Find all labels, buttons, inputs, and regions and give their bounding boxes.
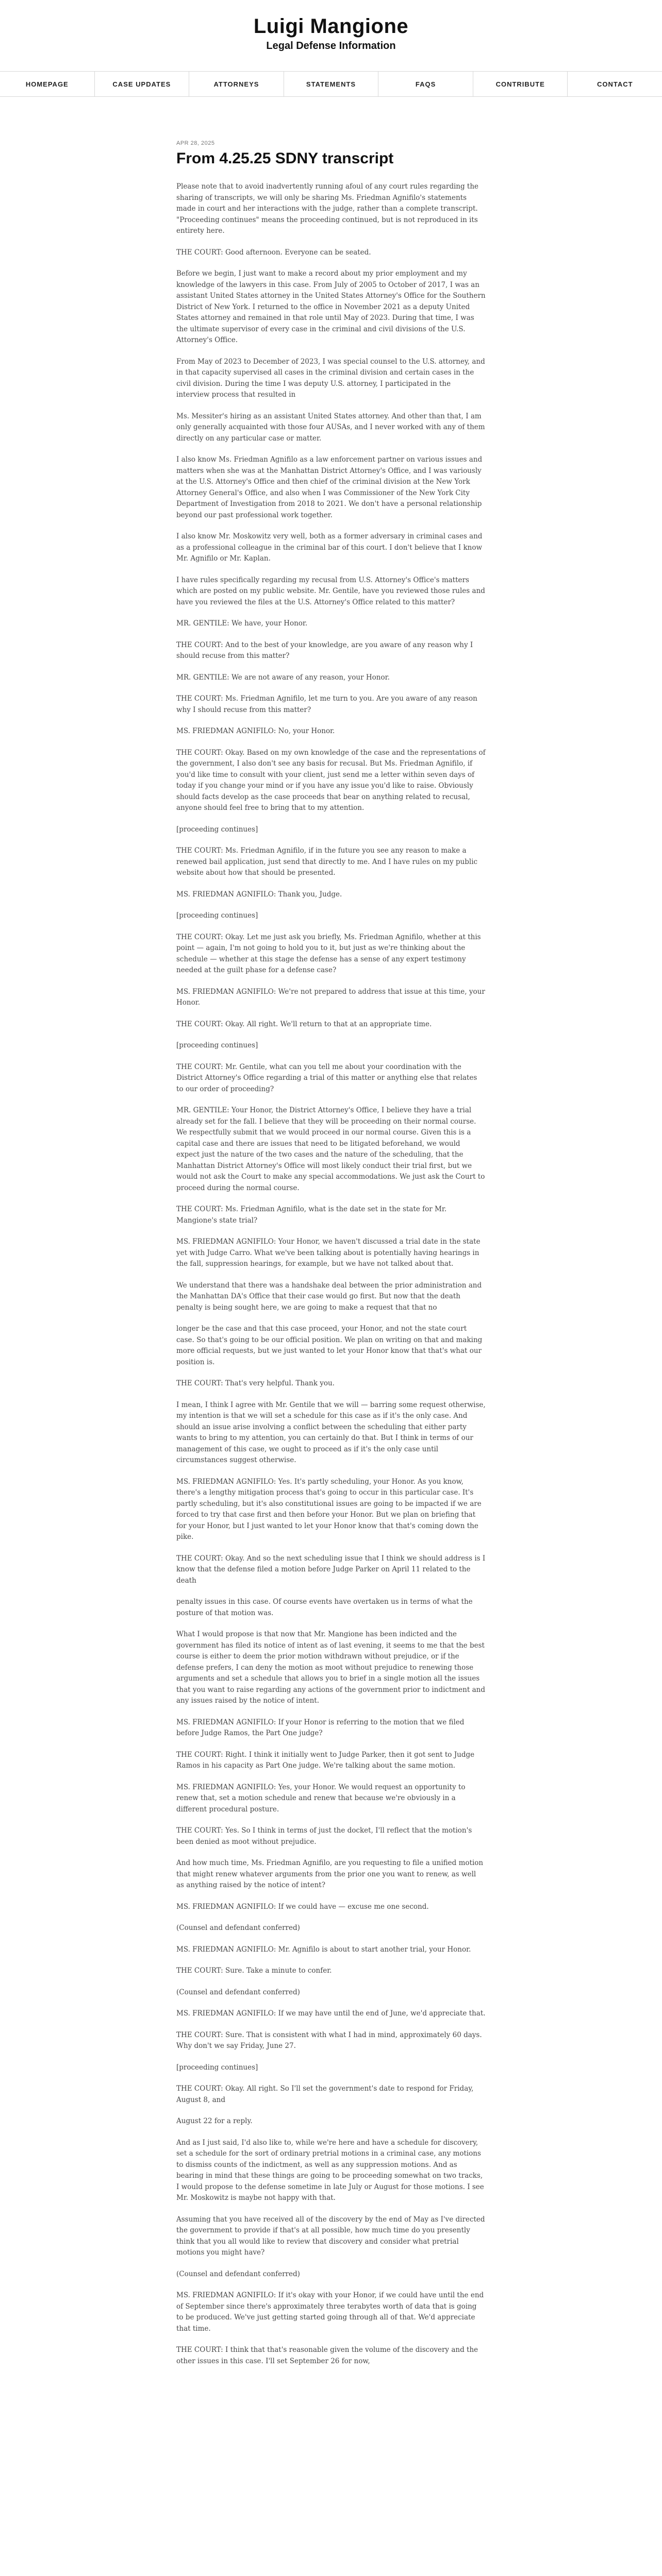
transcript-paragraph: THE COURT: And to the best of your knowledge, are you aware of any reason why I should recuse from this matter? — [176, 640, 473, 660]
transcript-paragraph: And how much time, Ms. Friedman Agnifilo, are you requesting to file a unified motion that might renew whatever arguments from the prior one you want to renew, as well as anything raised by the notice of intent? — [176, 1859, 484, 1889]
transcript-paragraph: [proceeding continues] — [176, 825, 258, 834]
transcript-paragraph: [proceeding continues] — [176, 911, 258, 920]
transcript-paragraph: MS. FRIEDMAN AGNIFILO: If your Honor is referring to the motion that we filed before Judge Ramos, the Part One judge? — [176, 1718, 465, 1737]
transcript-paragraph: penalty issues in this case. Of course events have overtaken us in terms of what the posture of that motion was. — [176, 1598, 473, 1617]
transcript-paragraph: THE COURT: Yes. So I think in terms of just the docket, I'll reflect that the motion's been denied as moot without prejudice. — [176, 1826, 472, 1846]
article — [176, 140, 486, 2367]
transcript-paragraph: THE COURT: Ms. Friedman Agnifilo, if in the future you see any reason to make a renewed bail application, just send that directly to me. And I have rules on my public website about how that should be presented. — [176, 846, 478, 877]
transcript-paragraph: THE COURT: Okay. All right. We'll return to that at an appropriate time. — [176, 1020, 432, 1028]
transcript-paragraph: MS. FRIEDMAN AGNIFILO: If we could have — excuse me one second. — [176, 1902, 429, 1911]
transcript-paragraph: THE COURT: I think that that's reasonable given the volume of the discovery and the other issues in this case. I'll set September 26 for now, — [176, 2346, 478, 2365]
transcript-paragraph: THE COURT: Okay. Based on my own knowledge of the case and the representations of the government, I also don't see any basis for recusal. But Ms. Friedman Agnifilo, if you'd like time to consult with your client, just send me a letter within seven days of today if you change your mind or if you have any issue you'd like to raise. Obviously should facts develop as the case proceeds that bear on anything related to recusal, anyone should feel free to bring that to my attention. — [176, 748, 486, 812]
transcript-paragraph: MS. FRIEDMAN AGNIFILO: Yes. It's partly scheduling, your Honor. As you know, there's a lengthy mitigation process that's going to occur in this particular case. It's partly scheduling, but it's also constitutional issues are going to be impacted if we are forced to try that case first and then before your Honor. But we plan on briefing that for your Honor, but I just wanted to let your Honor know that that's coming down the pike. — [176, 1477, 482, 1541]
transcript-paragraph: THE COURT: Mr. Gentile, what can you tell me about your coordination with the District Attorney's Office regarding a trial of this matter or anything else that relates to our order of proceeding? — [176, 1062, 477, 1093]
transcript-paragraph: THE COURT: That's very helpful. Thank you. — [176, 1379, 335, 1387]
transcript-paragraph: THE COURT: Right. I think it initially went to Judge Parker, then it got sent to Judge Ramos in his capacity as Part One judge. We're talking about the same motion. — [176, 1750, 475, 1770]
transcript-paragraph: THE COURT: Okay. All right. So I'll set the government's date to respond for Friday, August 8, and — [176, 2084, 474, 2104]
transcript-paragraph: And as I just said, I'd also like to, while we're here and have a schedule for discovery, set a schedule for the sort of ordinary pretrial motions in a criminal case, any motions to dismiss counts of the indictment, as well as any suppression motions. And as bearing in mind that these things are going to be proceeding somewhat on two tracks, I would propose to the defense sometime in late July or August for those motions. I see Mr. Moskowitz is maybe not happy with that. — [176, 2138, 484, 2202]
transcript-paragraph: MS. FRIEDMAN AGNIFILO: Thank you, Judge. — [176, 890, 342, 899]
transcript-paragraph: I mean, I think I agree with Mr. Gentile that we will — barring some request otherwise, my intention is that we will set a schedule for this case as if it's the only case. And should an issue arise involving a conflict between the scheduling that either party wants to bring to my attention, you can certainly do that. But I think in terms of our management of this case, we ought to proceed as if it's the only case until circumstances suggest otherwise. — [176, 1400, 486, 1464]
transcript-paragraph: MS. FRIEDMAN AGNIFILO: We're not prepared to address that issue at this time, your Honor. — [176, 987, 485, 1007]
transcript-paragraph: THE COURT: Sure. That is consistent with what I had in mind, approximately 60 days. Why don't we say Friday, June 27. — [176, 2030, 482, 2050]
site-header — [0, 0, 662, 57]
nav-attorneys[interactable]: ATTORNEYS — [189, 72, 284, 96]
transcript-paragraph: THE COURT: Okay. Let me just ask you briefly, Ms. Friedman Agnifilo, whether at this point — again, I'm not going to hold you to it, but just as we're thinking about the schedule — whether at this stage the defense has a sense of any expert testimony needed at the guilt phase for a defense case? — [176, 933, 481, 974]
transcript-paragraph: THE COURT: Good afternoon. Everyone can be seated. — [176, 248, 371, 257]
transcript-paragraph: MR. GENTILE: We have, your Honor. — [176, 619, 308, 628]
nav-case-updates[interactable]: CASE UPDATES — [95, 72, 190, 96]
nav-homepage[interactable]: HOMEPAGE — [0, 72, 95, 96]
transcript-paragraph: THE COURT: Okay. And so the next scheduling issue that I think we should address is I know that the defense filed a motion before Judge Parker on April 11 related to the death — [176, 1554, 486, 1585]
transcript-paragraph: longer be the case and that this case proceed, your Honor, and not the state court case. So that's going to be our official position. We plan on writing on that and making more official requests, but we just wanted to let your Honor know that that's what our position is. — [176, 1325, 483, 1366]
transcript-paragraph: MS. FRIEDMAN AGNIFILO: If it's okay with your Honor, if we could have until the end of September since there's approximately three terabytes worth of data that is going to be produced. We've just getting started going through all of that. We'd appreciate that time. — [176, 2291, 484, 2333]
transcript-paragraph: MS. FRIEDMAN AGNIFILO: Yes, your Honor. We would request an opportunity to renew that, set a motion schedule and renew that because we're obviously in a different procedural posture. — [176, 1783, 466, 1814]
nav-statements[interactable]: STATEMENTS — [284, 72, 379, 96]
post-title: From 4.25.25 SDNY transcript — [176, 150, 394, 167]
transcript-paragraph: From May of 2023 to December of 2023, I was special counsel to the U.S. attorney, and in that capacity supervised all cases in the criminal division and certain cases in the civil division. During the time I was deputy U.S. attorney, I participated in the interview process that resulted in — [176, 357, 485, 399]
nav-contribute[interactable]: CONTRIBUTE — [473, 72, 568, 96]
transcript-paragraph: I have rules specifically regarding my recusal from U.S. Attorney's Office's matters which are posted on my public website. Mr. Gentile, have you reviewed those rules and have you reviewed the files at the U.S. Attorney's Office related to this matter? — [176, 575, 485, 606]
transcript-paragraph: I also know Ms. Friedman Agnifilo as a law enforcement partner on various issues and matters when she was at the Manhattan District Attorney's Office, and I was variously at the U.S. Attorney's Office and then chief of the criminal division at the New York Attorney General's Office, and also when I was Commissioner of the New York City Department of Investigation from 2018 to 2021. We don't have a personal relationship beyond our past professional work together. — [176, 455, 483, 519]
transcript-paragraph: (Counsel and defendant conferred) — [176, 1988, 300, 1996]
transcript-paragraph: MS. FRIEDMAN AGNIFILO: No, your Honor. — [176, 727, 335, 735]
transcript-paragraph: THE COURT: Ms. Friedman Agnifilo, let me turn to you. Are you aware of any reason why I should recuse from this matter? — [176, 694, 477, 714]
transcript-paragraph: [proceeding continues] — [176, 2063, 258, 2072]
transcript-paragraph: (Counsel and defendant conferred) — [176, 2269, 300, 2278]
transcript-paragraph: August 22 for a reply. — [176, 2117, 253, 2125]
transcript-paragraph: (Counsel and defendant conferred) — [176, 1924, 300, 1932]
transcript-paragraph: Ms. Messiter's hiring as an assistant United States attorney. And other than that, I am only generally acquainted with those four AUSAs, and I never worked with any of them directly on any particular case or matter. — [176, 412, 485, 443]
transcript-paragraph: MR. GENTILE: Your Honor, the District Attorney's Office, I believe they have a trial already set for the fall. I believe that they will be proceeding on their normal course. We respectfully submit that we would proceed in our normal course. Given this is a capital case and there are issues that need to be litigated beforehand, we would expect just the nature of the two cases and the nature of the scheduling, that the Manhattan District Attorney's Office will most likely conduct their trial first, but we would not ask the Court to make any special accommodations. We just ask the Court to proceed during the normal course. — [176, 1106, 485, 1192]
post-date: APR 28, 2025 — [176, 140, 215, 146]
transcript-paragraph: MS. FRIEDMAN AGNIFILO: Your Honor, we haven't discussed a trial date in the state yet with Judge Carro. What we've been talking about is potentially having hearings in the fall, suppression hearings, for example, but we have not talked about that. — [176, 1238, 481, 1268]
transcript-paragraph: What I would propose is that now that Mr. Mangione has been indicted and the government has filed its notice of intent as of last evening, it seems to me that the best course is either to deem the prior motion withdrawn without prejudice, or if the defense prefers, I can deny the motion as moot without prejudice to renewing those arguments and set a schedule that allows you to brief in a single motion all the issues that you want to raise regarding any actions of the government prior to indictment and any issues raised by the notice of intent. — [176, 1630, 485, 1705]
transcript-paragraph: I also know Mr. Moskowitz very well, both as a former adversary in criminal cases and as a professional colleague in the criminal bar of this court. I don't believe that I know Mr. Agnifilo or Mr. Kaplan. — [176, 532, 483, 563]
transcript-paragraph: Assuming that you have received all of the discovery by the end of May as I've directed the government to provide if that's at all possible, how much time do you presently think that you all would like to review that discovery and consider what pretrial motions you might have? — [176, 2215, 485, 2257]
transcript-paragraph: We understand that there was a handshake deal between the prior administration and the Manhattan DA's Office that their case would go first. But now that the death penalty is being sought here, we are going to make a request that that no — [176, 1281, 482, 1312]
transcript-paragraph: MR. GENTILE: We are not aware of any reason, your Honor. — [176, 673, 390, 682]
site-title[interactable]: Luigi Mangione — [253, 15, 409, 38]
transcript-paragraph: THE COURT: Ms. Friedman Agnifilo, what is the date set in the state for Mr. Mangione's state trial? — [176, 1205, 447, 1225]
transcript-paragraph: MS. FRIEDMAN AGNIFILO: If we may have until the end of June, we'd appreciate that. — [176, 2009, 486, 2018]
transcript-paragraph: THE COURT: Sure. Take a minute to confer. — [176, 1967, 332, 1975]
post-body — [176, 181, 486, 2367]
nav-faqs[interactable]: FAQS — [378, 72, 473, 96]
transcript-paragraph: [proceeding continues] — [176, 1041, 258, 1049]
nav-contact[interactable]: CONTACT — [597, 80, 633, 88]
transcript-paragraph: Before we begin, I just want to make a record about my prior employment and my knowledge of the lawyers in this case. From July of 2005 to October of 2017, I was an assistant United States attorney in the United States Attorney's Office for the Southern District of New York. I returned to the office in November 2021 as a deputy United States attorney and remained in that role until May of 2023. During that time, I was the ultimate supervisor of every case in the criminal and civil divisions of the U.S. Attorney's Office. — [176, 269, 486, 344]
transcript-paragraph: MS. FRIEDMAN AGNIFILO: Mr. Agnifilo is about to start another trial, your Honor. — [176, 1945, 471, 1954]
transcript-paragraph: Please note that to avoid inadvertently running afoul of any court rules regarding the sharing of transcripts, we will only be sharing Ms. Friedman Agnifilo's statements made in court and her interactions with the judge, rather than a complete transcript. "Proceeding continues" means the proceeding continued, but is not reproduced in its entirety here. — [176, 182, 479, 235]
site-subtitle: Legal Defense Information — [266, 40, 396, 52]
main-nav — [0, 71, 662, 97]
